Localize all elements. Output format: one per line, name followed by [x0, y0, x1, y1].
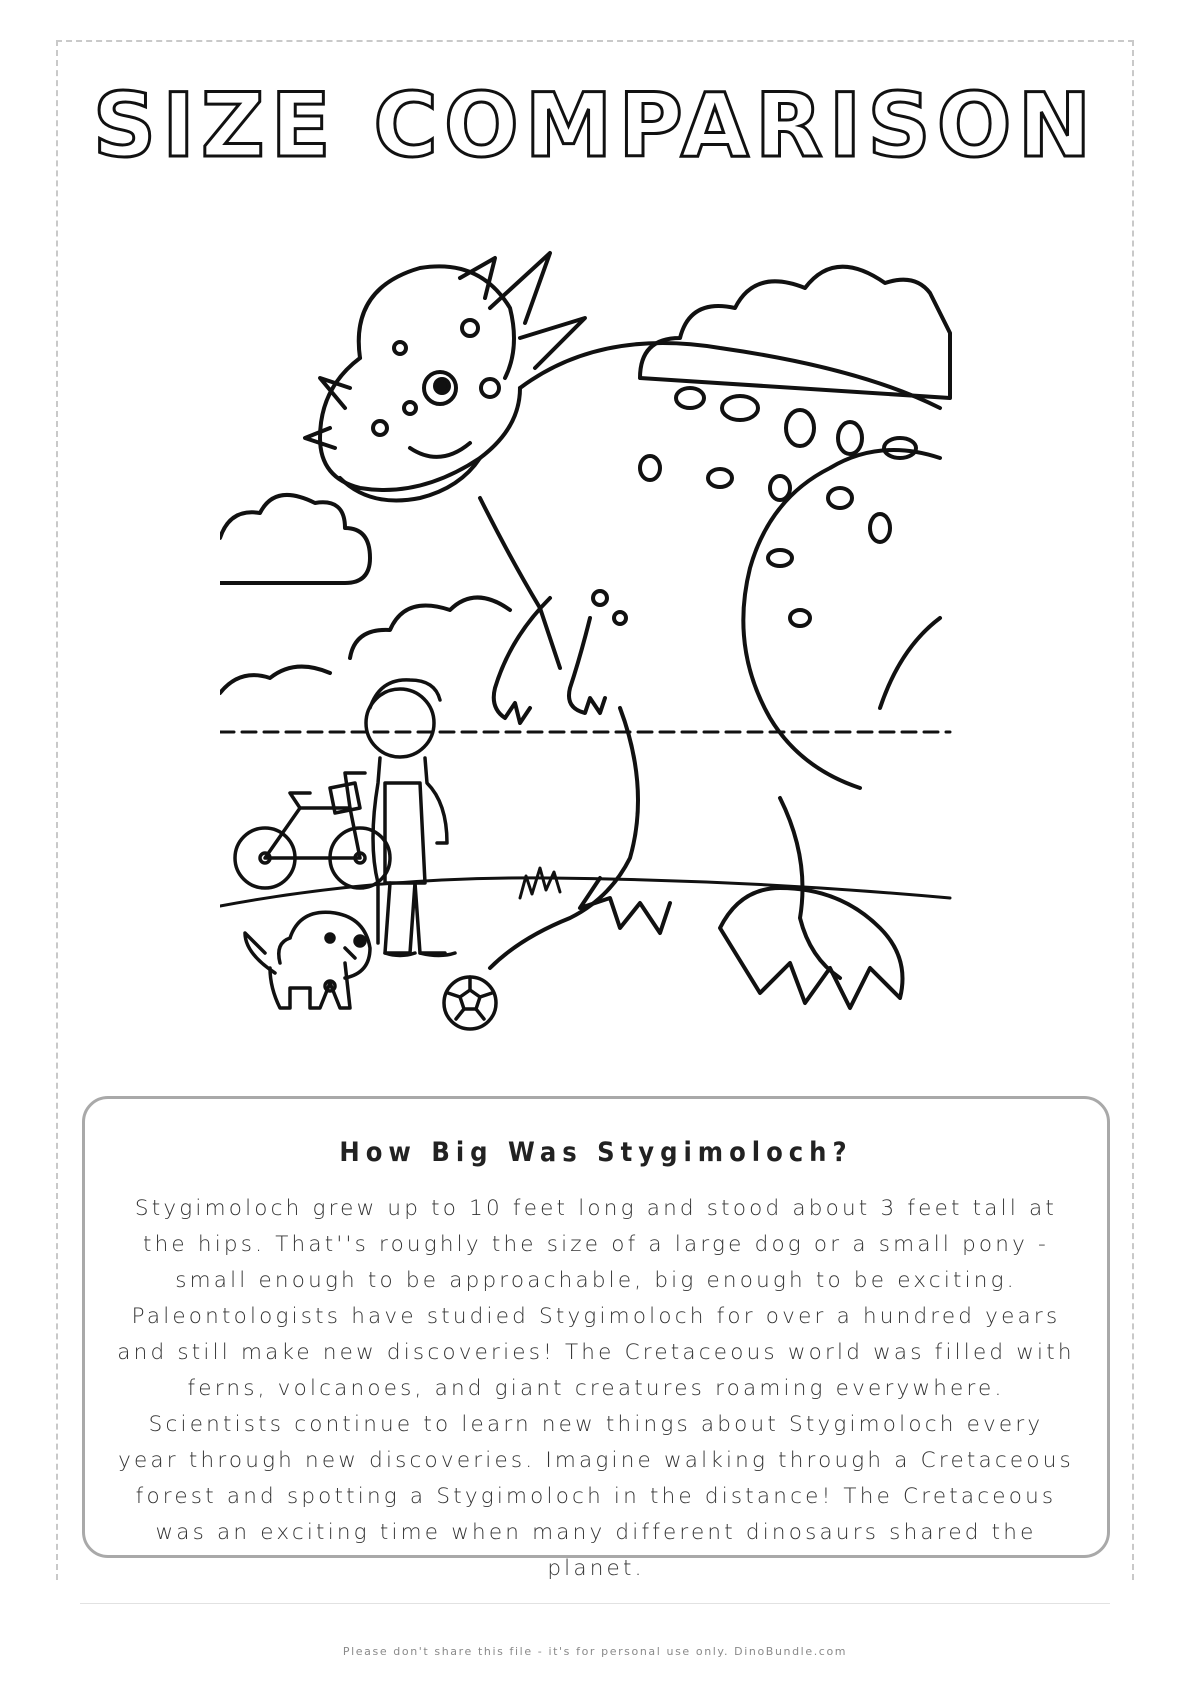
- soccer-ball-icon: [444, 977, 496, 1029]
- grass-icon: [520, 868, 560, 898]
- page-title: SIZE COMPARISON: [92, 74, 1098, 177]
- info-box: [82, 1096, 1110, 1581]
- boy-icon: [366, 680, 455, 956]
- footer-note: Please don't share this file - it's for personal use only. DinoBundle.com: [342, 1645, 848, 1658]
- info-body: Stygimoloch grew up to 10 feet long and stood about 3 feet tall at the hips. That''s roughly the size of a large dog or a small pony - small enough to be approachable, big enough to be exciting. Paleontologists have studied Stygimoloch for over a hundred years and still make new discoveries! The Cretaceous world was filled with ferns, volcanoes, and giant creatures roaming everywhere. Scientists continue to learn new things about Stygimoloch every year through new discoveries. Imagine walking through a Cretaceous forest and spotting a Stygimoloch in the distance! The Cretaceous was an exciting time when many different dinosaurs shared the planet.: [117, 1196, 1075, 1581]
- stygimoloch-icon: [305, 253, 940, 1008]
- dog-icon: [245, 912, 370, 1008]
- info-heading: How Big Was Stygimoloch?: [339, 1137, 853, 1168]
- cloud-icon: [220, 267, 950, 693]
- size-comparison-illustration: [220, 238, 970, 1078]
- bicycle-icon: [235, 773, 390, 888]
- footer-rule: [80, 1603, 1110, 1604]
